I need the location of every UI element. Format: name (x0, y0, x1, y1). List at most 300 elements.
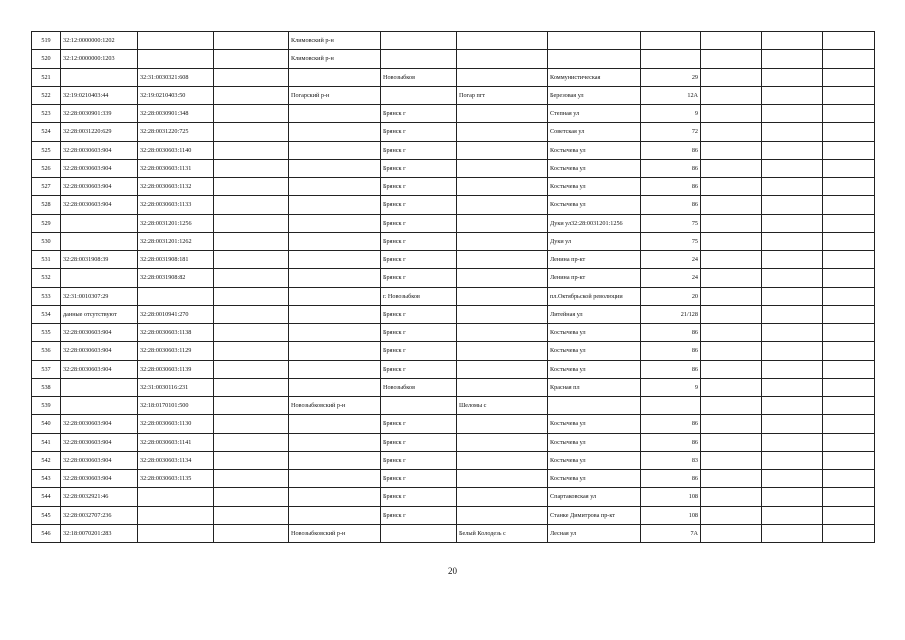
table-cell (701, 68, 762, 86)
table-cell: данные отсутствуют (61, 305, 138, 323)
row-number-cell: 540 (32, 415, 61, 433)
table-cell (823, 32, 875, 50)
table-cell: 32:28:0010941:270 (138, 305, 214, 323)
table-cell (289, 287, 381, 305)
table-cell (762, 50, 823, 68)
table-cell (457, 251, 548, 269)
table-cell (823, 159, 875, 177)
row-number-cell: 544 (32, 488, 61, 506)
table-row (32, 506, 875, 524)
table-cell (701, 378, 762, 396)
table-cell: 32:19:0210403:50 (138, 86, 214, 104)
table-cell (701, 506, 762, 524)
table-row (32, 378, 875, 396)
table-cell: 75 (641, 232, 701, 250)
table-cell (823, 105, 875, 123)
table-cell (214, 470, 289, 488)
table-cell: 32:18:0070201:283 (61, 524, 138, 542)
table-cell (457, 506, 548, 524)
table-cell (701, 470, 762, 488)
table-cell: 86 (641, 159, 701, 177)
table-cell: 32:28:0030901:348 (138, 105, 214, 123)
table-cell: 86 (641, 141, 701, 159)
table-cell (138, 32, 214, 50)
table-cell: Красная пл (548, 378, 641, 396)
table-cell (762, 488, 823, 506)
table-cell: 32:28:0030603:904 (61, 415, 138, 433)
table-cell (214, 196, 289, 214)
table-cell (762, 360, 823, 378)
table-cell: 32:28:0030603:904 (61, 324, 138, 342)
table-cell (701, 232, 762, 250)
row-number-cell: 525 (32, 141, 61, 159)
table-cell: 86 (641, 360, 701, 378)
table-cell (214, 141, 289, 159)
table-cell (138, 287, 214, 305)
table-cell: 32:31:0030116:231 (138, 378, 214, 396)
table-cell: 32:28:0030603:904 (61, 360, 138, 378)
table-cell (762, 506, 823, 524)
table-cell (701, 397, 762, 415)
table-cell: 32:28:0030603:904 (61, 178, 138, 196)
table-cell: 32:12:0000000:1203 (61, 50, 138, 68)
table-cell: Березовая ул (548, 86, 641, 104)
table-cell (381, 86, 457, 104)
table-cell (823, 251, 875, 269)
row-number-cell: 528 (32, 196, 61, 214)
table-row (32, 123, 875, 141)
table-cell: 32:28:0030603:1131 (138, 159, 214, 177)
table-cell: 32:28:0031908:39 (61, 251, 138, 269)
table-cell: 32:28:0030603:1134 (138, 451, 214, 469)
table-cell (214, 287, 289, 305)
table-cell (823, 214, 875, 232)
table-cell (214, 86, 289, 104)
table-cell (61, 214, 138, 232)
table-cell (381, 32, 457, 50)
table-cell (823, 287, 875, 305)
table-cell (289, 123, 381, 141)
table-cell: 21/128 (641, 305, 701, 323)
table-cell (701, 488, 762, 506)
table-row (32, 470, 875, 488)
row-number-cell: 521 (32, 68, 61, 86)
table-cell: Костычева ул (548, 342, 641, 360)
table-cell (762, 251, 823, 269)
table-cell (457, 415, 548, 433)
row-number-cell: 536 (32, 342, 61, 360)
table-cell (641, 50, 701, 68)
table-cell: 9 (641, 378, 701, 396)
table-cell: г. Новозыбков (381, 287, 457, 305)
table-cell (214, 451, 289, 469)
table-cell (762, 415, 823, 433)
table-cell: Брянск г (381, 451, 457, 469)
row-number-cell: 542 (32, 451, 61, 469)
table-cell (214, 506, 289, 524)
table-cell (457, 451, 548, 469)
table-cell (457, 178, 548, 196)
table-cell: 86 (641, 470, 701, 488)
row-number-cell: 543 (32, 470, 61, 488)
table-cell (457, 214, 548, 232)
table-cell: 29 (641, 68, 701, 86)
table-cell (762, 68, 823, 86)
table-row (32, 32, 875, 50)
table-cell (823, 433, 875, 451)
table-cell: Брянск г (381, 123, 457, 141)
table-cell: Брянск г (381, 342, 457, 360)
table-cell (289, 251, 381, 269)
table-cell: Станке Димитрова пр-кт (548, 506, 641, 524)
table-cell (701, 141, 762, 159)
table-cell (762, 105, 823, 123)
table-cell (61, 68, 138, 86)
table-cell (61, 232, 138, 250)
table-cell (762, 470, 823, 488)
table-cell: Брянск г (381, 196, 457, 214)
row-number-cell: 537 (32, 360, 61, 378)
table-cell: 32:28:0031908:181 (138, 251, 214, 269)
table-cell (701, 269, 762, 287)
table-cell (214, 397, 289, 415)
table-cell: 86 (641, 196, 701, 214)
table-row (32, 397, 875, 415)
table-cell (214, 305, 289, 323)
table-cell: 32:28:0032921:46 (61, 488, 138, 506)
table-cell: Погар пгт (457, 86, 548, 104)
table-cell: Брянск г (381, 360, 457, 378)
table-row (32, 178, 875, 196)
table-cell (214, 159, 289, 177)
table-cell (214, 50, 289, 68)
table-cell: 32:28:0030603:904 (61, 159, 138, 177)
table-cell (457, 232, 548, 250)
table-cell: Брянск г (381, 415, 457, 433)
table-cell: 32:28:0030603:1135 (138, 470, 214, 488)
table-cell (61, 378, 138, 396)
table-cell: 86 (641, 178, 701, 196)
table-cell: Брянск г (381, 269, 457, 287)
table-cell (823, 488, 875, 506)
table-cell (762, 433, 823, 451)
table-cell (823, 342, 875, 360)
table-row (32, 451, 875, 469)
table-cell: Костычева ул (548, 360, 641, 378)
table-cell: 32:28:0030603:904 (61, 451, 138, 469)
row-number-cell: 520 (32, 50, 61, 68)
table-cell (289, 105, 381, 123)
table-cell (457, 105, 548, 123)
table-cell (823, 269, 875, 287)
table-cell: Новозыбков (381, 378, 457, 396)
table-cell (457, 360, 548, 378)
table-cell: Литейная ул (548, 305, 641, 323)
table-cell: Брянск г (381, 251, 457, 269)
table-cell: Костычева ул (548, 415, 641, 433)
table-cell (289, 68, 381, 86)
table-cell (381, 50, 457, 68)
table-cell (548, 32, 641, 50)
table-cell (289, 305, 381, 323)
row-number-cell: 522 (32, 86, 61, 104)
table-cell (214, 324, 289, 342)
row-number-cell: 519 (32, 32, 61, 50)
table-cell (214, 214, 289, 232)
table-cell: Ленина пр-кт (548, 251, 641, 269)
table-cell (457, 50, 548, 68)
table-row (32, 342, 875, 360)
table-cell: Новозыбков (381, 68, 457, 86)
table-cell (289, 269, 381, 287)
table-row (32, 524, 875, 542)
table-cell: Брянск г (381, 178, 457, 196)
table-cell (214, 415, 289, 433)
table-cell: 32:18:0170101:500 (138, 397, 214, 415)
table-cell (214, 524, 289, 542)
table-cell (762, 178, 823, 196)
table-cell (289, 451, 381, 469)
table-cell: 32:28:0030603:1139 (138, 360, 214, 378)
table-cell (214, 32, 289, 50)
table-cell (823, 415, 875, 433)
table-cell (289, 342, 381, 360)
registry-table-body (32, 32, 875, 543)
table-cell: Костычева ул (548, 324, 641, 342)
table-cell (289, 178, 381, 196)
row-number-cell: 545 (32, 506, 61, 524)
table-row (32, 269, 875, 287)
table-cell: Дуки ул (548, 232, 641, 250)
table-cell (762, 232, 823, 250)
table-cell (823, 141, 875, 159)
table-cell (457, 342, 548, 360)
table-cell (762, 86, 823, 104)
table-cell (762, 32, 823, 50)
table-cell (762, 196, 823, 214)
table-cell (701, 415, 762, 433)
table-cell (61, 397, 138, 415)
table-cell: 32:28:0030603:1141 (138, 433, 214, 451)
table-cell (701, 433, 762, 451)
table-cell: Брянск г (381, 470, 457, 488)
table-cell (289, 141, 381, 159)
table-cell (214, 178, 289, 196)
table-cell: Новозыбковский р-н (289, 397, 381, 415)
table-cell (214, 68, 289, 86)
table-cell (762, 524, 823, 542)
table-cell (289, 214, 381, 232)
table-row (32, 251, 875, 269)
table-cell (701, 287, 762, 305)
table-cell (823, 451, 875, 469)
table-cell (214, 232, 289, 250)
table-cell: 32:28:0030603:904 (61, 342, 138, 360)
table-cell (289, 506, 381, 524)
table-cell: 32:28:0032707:236 (61, 506, 138, 524)
table-cell (214, 251, 289, 269)
table-cell: 32:28:0030603:904 (61, 470, 138, 488)
table-cell (548, 50, 641, 68)
table-cell: Погарский р-н (289, 86, 381, 104)
table-cell (214, 123, 289, 141)
row-number-cell: 524 (32, 123, 61, 141)
table-cell (289, 159, 381, 177)
row-number-cell: 534 (32, 305, 61, 323)
table-cell (457, 123, 548, 141)
table-cell: 9 (641, 105, 701, 123)
table-cell (214, 342, 289, 360)
table-cell: 83 (641, 451, 701, 469)
table-cell (641, 397, 701, 415)
table-cell (762, 305, 823, 323)
table-cell (701, 123, 762, 141)
table-cell (823, 123, 875, 141)
table-cell (548, 397, 641, 415)
row-number-cell: 526 (32, 159, 61, 177)
table-cell: 32:28:0031908:82 (138, 269, 214, 287)
table-cell: 24 (641, 269, 701, 287)
table-cell (61, 269, 138, 287)
table-cell (214, 360, 289, 378)
table-cell (701, 196, 762, 214)
table-cell: 24 (641, 251, 701, 269)
table-cell: Костычева ул (548, 141, 641, 159)
table-cell: 32:31:0010307:29 (61, 287, 138, 305)
table-cell (823, 470, 875, 488)
table-cell (381, 524, 457, 542)
table-row (32, 105, 875, 123)
row-number-cell: 532 (32, 269, 61, 287)
table-row (32, 415, 875, 433)
table-cell (701, 305, 762, 323)
table-cell: Брянск г (381, 433, 457, 451)
table-cell: Белый Колодезь с (457, 524, 548, 542)
table-cell: 75 (641, 214, 701, 232)
table-cell (762, 287, 823, 305)
table-cell (823, 50, 875, 68)
table-cell (457, 196, 548, 214)
table-cell: Костычева ул (548, 451, 641, 469)
table-cell (457, 324, 548, 342)
table-cell (762, 214, 823, 232)
table-cell (641, 32, 701, 50)
table-cell: Брянск г (381, 105, 457, 123)
table-cell: Коммунистическая (548, 68, 641, 86)
table-cell (823, 524, 875, 542)
table-cell: 32:28:0030603:1132 (138, 178, 214, 196)
table-row (32, 141, 875, 159)
table-cell: 32:19:0210403:44 (61, 86, 138, 104)
table-row (32, 232, 875, 250)
table-cell (701, 451, 762, 469)
table-row (32, 68, 875, 86)
table-cell: Шеломы с (457, 397, 548, 415)
table-cell (701, 360, 762, 378)
table-cell: Брянск г (381, 141, 457, 159)
table-cell (214, 488, 289, 506)
table-cell (823, 232, 875, 250)
table-cell (457, 378, 548, 396)
registry-table (31, 31, 875, 543)
table-cell (457, 470, 548, 488)
table-cell (381, 397, 457, 415)
row-number-cell: 538 (32, 378, 61, 396)
table-cell (762, 324, 823, 342)
table-cell (138, 488, 214, 506)
table-cell (289, 415, 381, 433)
table-cell (762, 159, 823, 177)
table-cell (701, 50, 762, 68)
table-cell (823, 178, 875, 196)
table-cell (823, 305, 875, 323)
table-cell (214, 269, 289, 287)
table-cell (214, 378, 289, 396)
table-cell (701, 86, 762, 104)
table-row (32, 433, 875, 451)
table-cell: 86 (641, 433, 701, 451)
table-cell (138, 50, 214, 68)
table-cell (701, 214, 762, 232)
table-cell: Степная ул (548, 105, 641, 123)
row-number-cell: 539 (32, 397, 61, 415)
table-row (32, 360, 875, 378)
table-cell: 86 (641, 342, 701, 360)
table-cell (289, 433, 381, 451)
table-cell (701, 32, 762, 50)
table-cell: 108 (641, 506, 701, 524)
table-cell: 32:28:0030603:1140 (138, 141, 214, 159)
table-cell (762, 378, 823, 396)
table-cell: Брянск г (381, 488, 457, 506)
table-cell (823, 378, 875, 396)
table-cell: Костычева ул (548, 178, 641, 196)
table-cell (457, 269, 548, 287)
row-number-cell: 530 (32, 232, 61, 250)
table-cell (701, 324, 762, 342)
table-cell (823, 196, 875, 214)
table-cell: Брянск г (381, 324, 457, 342)
table-row (32, 159, 875, 177)
table-cell: 32:28:0030603:904 (61, 433, 138, 451)
row-number-cell: 523 (32, 105, 61, 123)
table-row (32, 488, 875, 506)
table-cell (823, 360, 875, 378)
table-cell: Брянск г (381, 506, 457, 524)
table-row (32, 214, 875, 232)
table-cell: Брянск г (381, 305, 457, 323)
table-cell: 32:28:0030603:1130 (138, 415, 214, 433)
table-cell: Костычева ул (548, 433, 641, 451)
row-number-cell: 527 (32, 178, 61, 196)
table-cell (457, 159, 548, 177)
table-row (32, 50, 875, 68)
table-cell (823, 68, 875, 86)
table-cell (701, 251, 762, 269)
table-cell (457, 141, 548, 159)
table-cell (762, 342, 823, 360)
table-cell: Лесная ул (548, 524, 641, 542)
table-cell (762, 397, 823, 415)
table-cell (701, 342, 762, 360)
table-cell: 32:28:0030603:1133 (138, 196, 214, 214)
table-cell (457, 305, 548, 323)
row-number-cell: 546 (32, 524, 61, 542)
table-row (32, 86, 875, 104)
table-cell (214, 105, 289, 123)
table-cell (762, 451, 823, 469)
table-cell (823, 397, 875, 415)
